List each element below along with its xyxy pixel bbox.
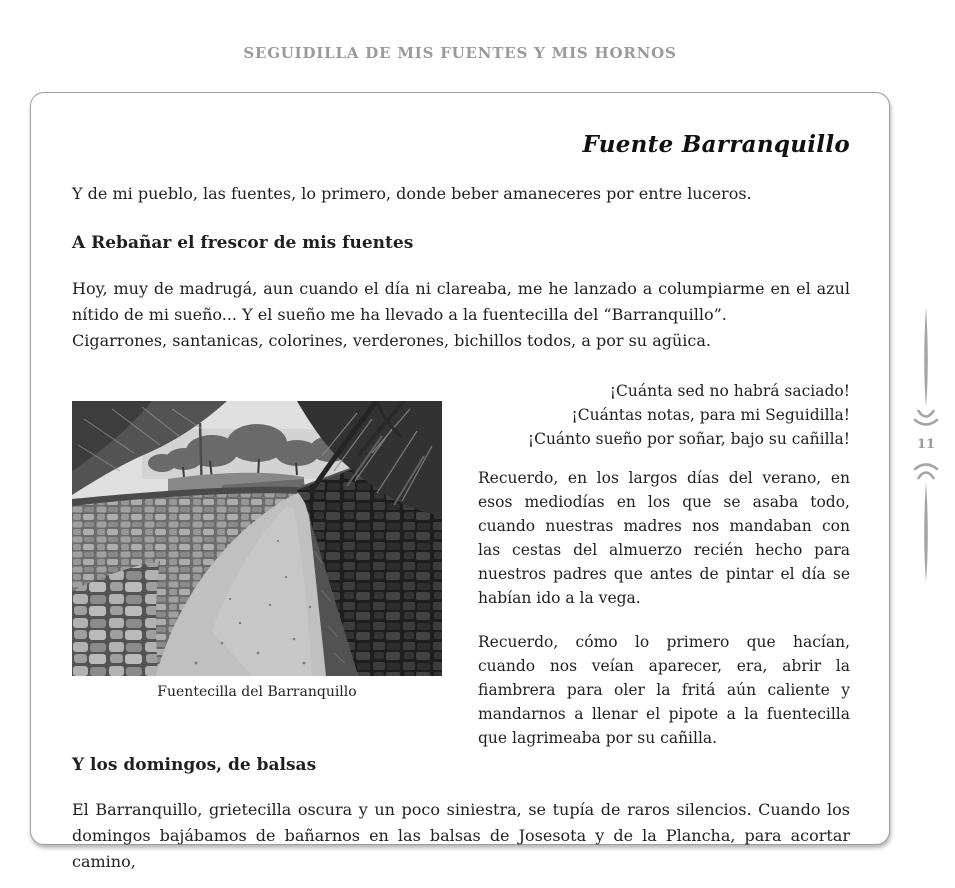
paragraph-recuerdo-verano: Recuerdo, en los largos días del verano, en esos mediodías en los que se asaba todo, cuando nuestras madres nos mandaban con las cestas del almuerzo recién hecho para nuestros padres que antes de pintar el día se habían ido a la vega.: [478, 469, 850, 607]
verse-line: ¡Cuánta sed no habrá saciado!: [609, 382, 850, 400]
page-number-ornament: [908, 305, 944, 584]
verse-line: ¡Cuántas notas, para mi Seguidilla!: [571, 406, 850, 424]
intro-line: Y de mi pueblo, las fuentes, lo primero, donde beber amaneceres por entre luceros.: [72, 184, 752, 203]
photo-caption: Fuentecilla del Barranquillo: [157, 684, 357, 700]
running-header: SEGUIDILLA DE MIS FUENTES Y MIS HORNOS: [243, 44, 677, 62]
section-heading-fuentes: A Rebañar el frescor de mis fuentes: [72, 233, 414, 253]
section-heading-balsas: Y los domingos, de balsas: [72, 755, 317, 775]
path-photo: [72, 401, 442, 676]
two-column-section: [72, 379, 850, 750]
right-column: [478, 379, 850, 750]
ornament-flourish-top-icon: [908, 305, 944, 435]
page-frame: [30, 92, 890, 871]
paragraph-madruga: Hoy, muy de madrugá, aun cuando el día ni clareaba, me he lanzado a columpiarme en el azul nítido de mi sueño... Y el sueño me ha llevado a la fuentecilla del “Barranquillo”.: [72, 279, 850, 324]
verse-block: [478, 379, 850, 451]
paragraph-barranquillo: El Barranquillo, grietecilla oscura y un poco siniestra, se tupía de raros silencios. Cuando los domingos bajábamos de bañarnos en las balsas de Josesota y de la Plancha, para acortar camino,: [72, 800, 850, 871]
figure-fuentecilla: [72, 401, 442, 750]
paragraph-recuerdo-fiambrera: Recuerdo, cómo lo primero que hacían, cuando nos veían aparecer, era, abrir la fiambrera para oler la fritá aún caliente y mandarnos a llenar el pipote a la fuentecilla que lagrimeaba por su cañilla.: [478, 633, 850, 747]
verse-line: ¡Cuánto sueño por soñar, bajo su cañilla!: [527, 430, 850, 448]
paragraph-cigarrones: Cigarrones, santanicas, colorines, verderones, bichillos todos, a por su agüica.: [72, 331, 711, 350]
ornament-flourish-bottom-icon: [908, 454, 944, 584]
page-title: Fuente Barranquillo: [582, 131, 850, 158]
page-number: 11: [916, 437, 936, 452]
